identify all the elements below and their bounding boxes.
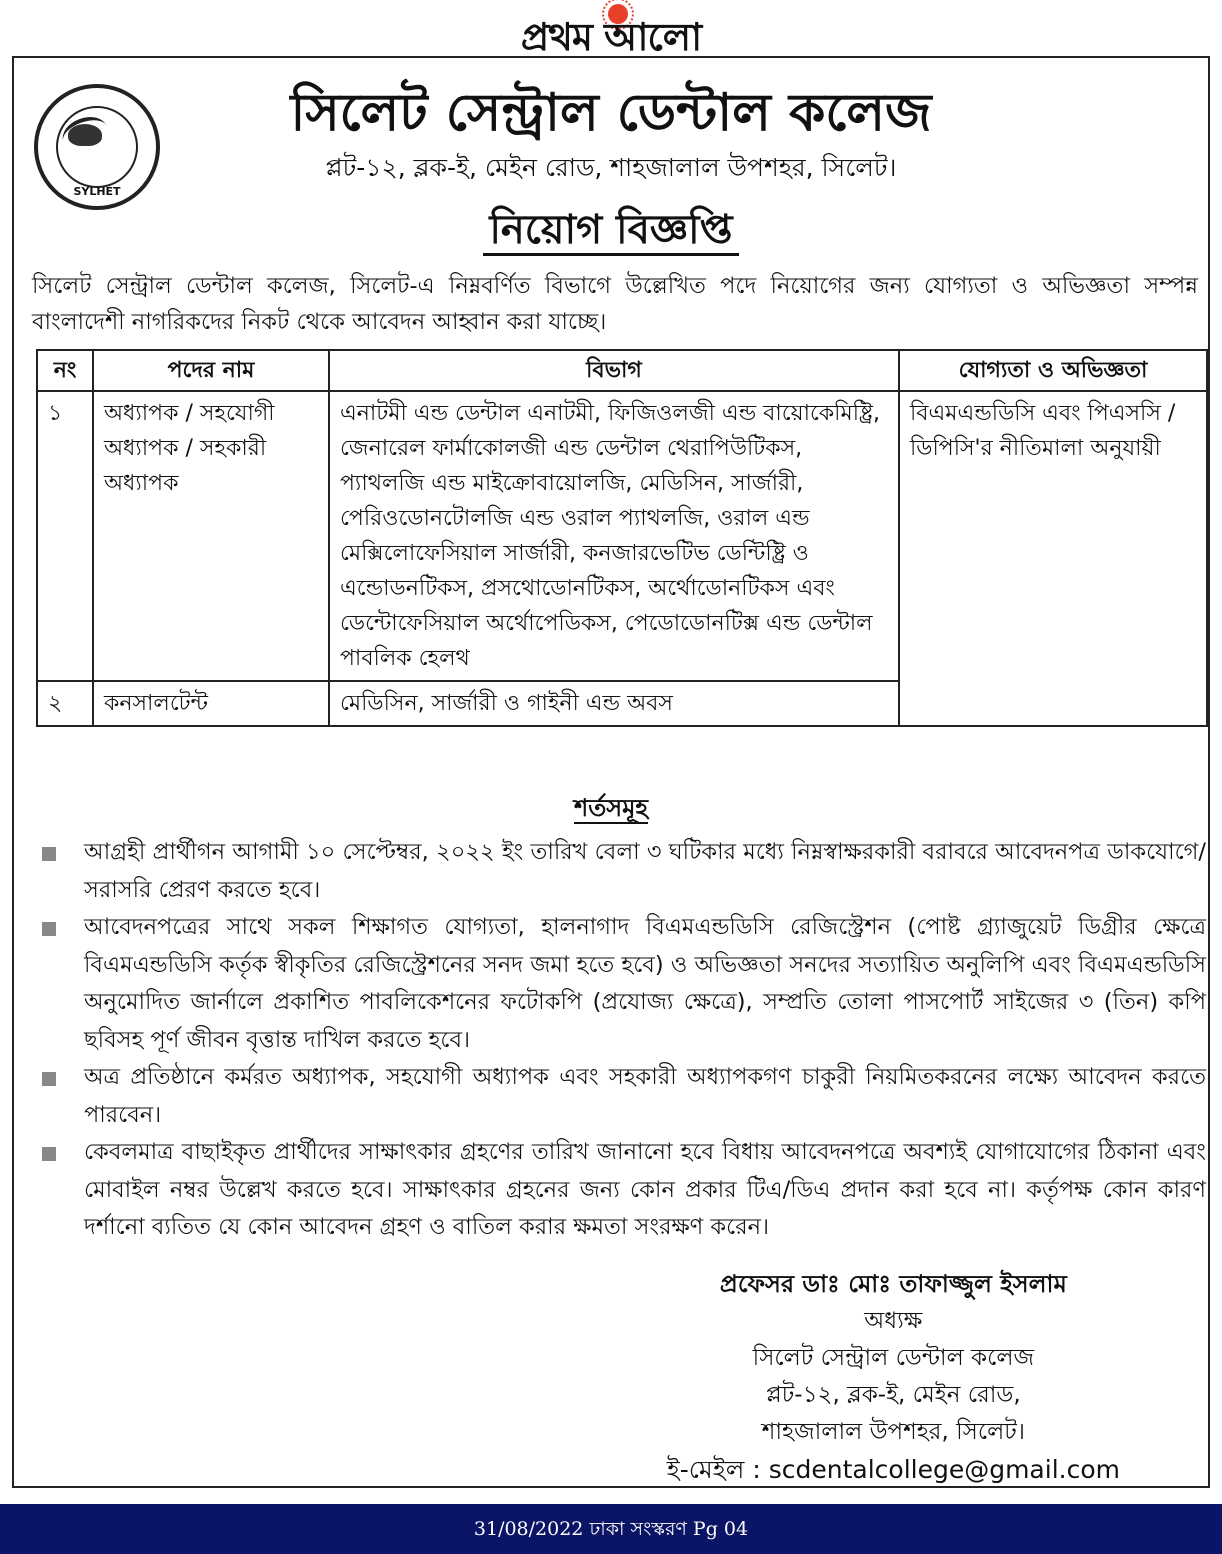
header-no: নং — [37, 350, 93, 391]
condition-text: আগ্রহী প্রার্থীগন আগামী ১০ সেপ্টেম্বর, ২০২২ ইং তারিখ বেলা ৩ ঘটিকার মধ্যে নিম্নস্বাক্ষরকারী বরাবরে আবেদনপত্র ডাকযোগে/সরাসরি প্রেরণ করতে হবে। — [84, 839, 1206, 903]
list-item — [38, 834, 1206, 909]
newspaper-masthead — [0, 0, 1222, 59]
condition-text: আবেদনপত্রের সাথে সকল শিক্ষাগত যোগ্যতা, হালনাগাদ বিএমএন্ডডিসি রেজিস্ট্রেশন (পোষ্ট গ্র্যাজুয়েট ডিগ্রীর ক্ষেত্রে বিএমএন্ডডিসি কর্তৃক স্বীকৃতির রেজিস্ট্রেশনের সনদ জমা হতে হবে) ও অভিজ্ঞতা সনদের সত্যায়িত অনুলিপি এবং বিএমএন্ডডিসি অনুমোদিত জার্নালে প্রকাশিত পাবলিকেশনের ফটোকপি (প্রযোজ্য ক্ষেত্রে), সম্প্রতি তোলা পাসপোর্ট সাইজের ৩ (তিন) কপি ছবিসহ পূর্ণ জীবন বৃত্তান্ত দাখিল করতে হবে। — [84, 914, 1206, 1053]
header-post: পদের নাম — [93, 350, 329, 391]
job-advertisement — [12, 56, 1210, 1488]
signatory-address-2: শাহজালাল উপশহর, সিলেট। — [761, 1419, 1025, 1445]
signatory-institution: সিলেট সেন্ট্রাল ডেন্টাল কলেজ — [752, 1345, 1035, 1371]
header-qualification: যোগ্যতা ও অভিজ্ঞতা — [899, 350, 1207, 391]
signatory-designation: অধ্যক্ষ — [864, 1308, 923, 1334]
list-item — [38, 1134, 1206, 1247]
square-bullet-icon — [42, 1072, 56, 1086]
row-department: মেডিসিন, সার্জারী ও গাইনী এন্ড অবস — [329, 681, 899, 726]
masthead-name: প্রথম আলো — [520, 15, 702, 59]
college-address: প্লট-১২, ব্লক-ই, মেইন রোড, শাহজালাল উপশহর, সিলেট। — [325, 153, 897, 182]
condition-text: অত্র প্রতিষ্ঠানে কর্মরত অধ্যাপক, সহযোগী অধ্যাপক এবং সহকারী অধ্যাপকগণ চাকুরী নিয়মিতকরনের লক্ষ্যে আবেদন করতে পারবেন। — [84, 1064, 1206, 1128]
college-title: সিলেট সেন্ট্রাল ডেন্টাল কলেজ — [290, 83, 932, 143]
row-qualification: বিএমএন্ডডিসি এবং পিএসসি / ডিপিসি'র নীতিমালা অনুযায়ী — [899, 391, 1207, 726]
row-post: কনসালটেন্ট — [93, 681, 329, 726]
signatory-address-1: প্লট-১২, ব্লক-ই, মেইন রোড, — [766, 1382, 1021, 1408]
condition-text: কেবলমাত্র বাছাইকৃত প্রার্থীদের সাক্ষাৎকার গ্রহণের তারিখ জানানো হবে বিধায় আবেদনপত্রে অবশ্যই যোগাযোগের ঠিকানা এবং মোবাইল নম্বর উল্লেখ করতে হবে। সাক্ষাৎকার গ্রহনের জন্য কোন প্রকার টিএ/ডিএ প্রদান করা হবে না। কর্তৃপক্ষ কোন কারণ দর্শানো ব্যতিত যে কোন আবেদন গ্রহণ ও বাতিল করার ক্ষমতা সংরক্ষণ করেন। — [84, 1139, 1206, 1240]
page-footer: 31/08/2022 ঢাকা সংস্করণ Pg 04 — [0, 1504, 1222, 1554]
header-department: বিভাগ — [329, 350, 899, 391]
seal-bottom-text: SYLHET — [73, 185, 121, 198]
intro-paragraph: সিলেট সেন্ট্রাল ডেন্টাল কলেজ, সিলেট-এ নিম্নবর্ণিত বিভাগে উল্লেখিত পদে নিয়োগের জন্য যোগ্যতা ও অভিজ্ঞতা সম্পন্ন বাংলাদেশী নাগরিকদের নিকট থেকে আবেদন আহ্বান করা যাচ্ছে। — [32, 273, 1198, 335]
row-no: ১ — [37, 391, 93, 681]
square-bullet-icon — [42, 847, 56, 861]
signature-block — [667, 1266, 1120, 1488]
row-department: এনাটমী এন্ড ডেন্টাল এনাটমী, ফিজিওলজী এন্ড বায়োকেমিষ্ট্রি, জেনারেল ফার্মাকোলজী এন্ড ডেন্টাল থেরাপিউটিকস, প্যাথলজি এন্ড মাইক্রোবায়োলজি, মেডিসিন, সার্জারী, পেরিওডোনটোলজি এন্ড ওরাল প্যাথলজি, ওরাল এন্ড মেক্সিলোফেসিয়াল সার্জারী, কনজারভেটিভ ডেন্টিষ্ট্রি ও এন্ডোডনটিকস, প্রসথোডোনটিকস, অর্থোডোনটিকস এবং ডেন্টোফেসিয়াল অর্থোপেডিকস, পেডোডোনটিক্স এন্ড ডেন্টাল পাবলিক হেলথ — [329, 391, 899, 681]
signatory-name: প্রফেসর ডাঃ মোঃ তাফাজ্জুল ইসলাম — [719, 1270, 1067, 1298]
conditions-list — [38, 834, 1206, 1247]
square-bullet-icon — [42, 1147, 56, 1161]
conditions-heading-text: শর্তসমূহ — [574, 794, 648, 822]
signatory-email: ই-মেইল : scdentalcollege@gmail.com — [666, 1455, 1120, 1484]
row-no: ২ — [37, 681, 93, 726]
row-post: অধ্যাপক / সহযোগী অধ্যাপক / সহকারী অধ্যাপক — [93, 391, 329, 681]
posts-table — [36, 349, 1208, 727]
table-row — [37, 391, 1207, 681]
list-item — [38, 909, 1206, 1059]
table-header-row — [37, 350, 1207, 391]
notice-title — [14, 198, 1208, 265]
list-item — [38, 1059, 1206, 1134]
conditions-heading — [14, 790, 1208, 830]
square-bullet-icon — [42, 922, 56, 936]
notice-title-text: নিয়োগ বিজ্ঞপ্তি — [483, 207, 738, 256]
